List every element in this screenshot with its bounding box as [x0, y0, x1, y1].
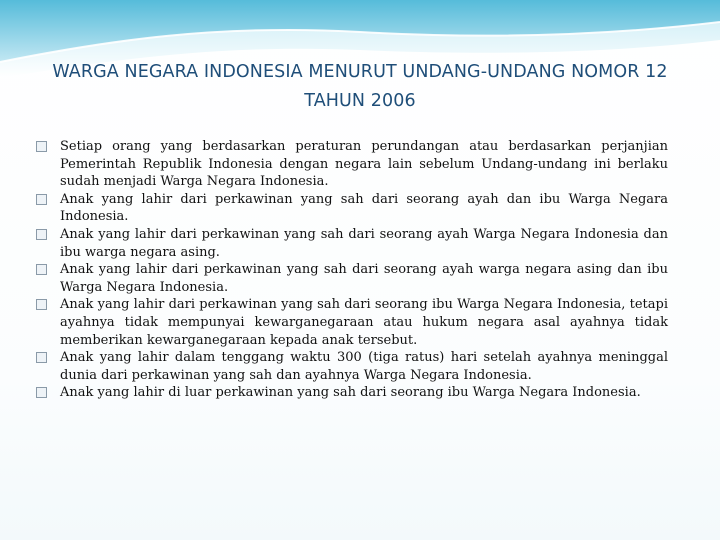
bullet-text: Anak yang lahir dari perkawinan yang sah dari seorang ayah warga negara asing dan ibu Warga Negara Indonesia. — [60, 262, 668, 295]
square-bullet-icon — [36, 141, 47, 152]
bullet-item — [36, 384, 668, 402]
bullet-text: Setiap orang yang berdasarkan peraturan perundangan atau berdasarkan perjanjian Pemerintah Republik Indonesia dengan negara lain sebelum Undang-undang ini berlaku sudah menjadi Warga Negara Indonesia. — [60, 139, 668, 190]
bullet-item — [36, 191, 668, 226]
slide-title: WARGA NEGARA INDONESIA MENURUT UNDANG-UNDANG NOMOR 12 TAHUN 2006 — [52, 62, 668, 111]
square-bullet-icon — [36, 352, 47, 363]
bullet-text: Anak yang lahir dari perkawinan yang sah dari seorang ibu Warga Negara Indonesia, tetapi ayahnya tidak mempunyai kewarganegaraan atau hukum negara asal ayahnya tidak memberikan kewarganegaraan kepada anak tersebut. — [60, 297, 668, 348]
square-bullet-icon — [36, 387, 47, 398]
bullet-item — [36, 138, 668, 191]
bullet-item — [36, 226, 668, 261]
square-bullet-icon — [36, 194, 47, 205]
bullet-text: Anak yang lahir dari perkawinan yang sah dari seorang ayah Warga Negara Indonesia dan ibu warga negara asing. — [60, 226, 668, 260]
bullet-item — [36, 296, 668, 349]
square-bullet-icon — [36, 299, 47, 310]
bullet-text: Anak yang lahir dari perkawinan yang sah dari seorang ayah dan ibu Warga Negara Indonesia. — [60, 191, 668, 225]
bullet-list — [36, 138, 668, 402]
bullet-item — [36, 261, 668, 296]
bullet-text: Anak yang lahir dalam tenggang waktu 300 (tiga ratus) hari setelah ayahnya meninggal dunia dari perkawinan yang sah dan ayahnya Warga Negara Indonesia. — [60, 350, 668, 383]
bullet-text: Anak yang lahir di luar perkawinan yang sah dari seorang ibu Warga Negara Indonesia. — [60, 385, 641, 401]
bullet-item — [36, 349, 668, 384]
square-bullet-icon — [36, 264, 47, 275]
square-bullet-icon — [36, 229, 47, 240]
